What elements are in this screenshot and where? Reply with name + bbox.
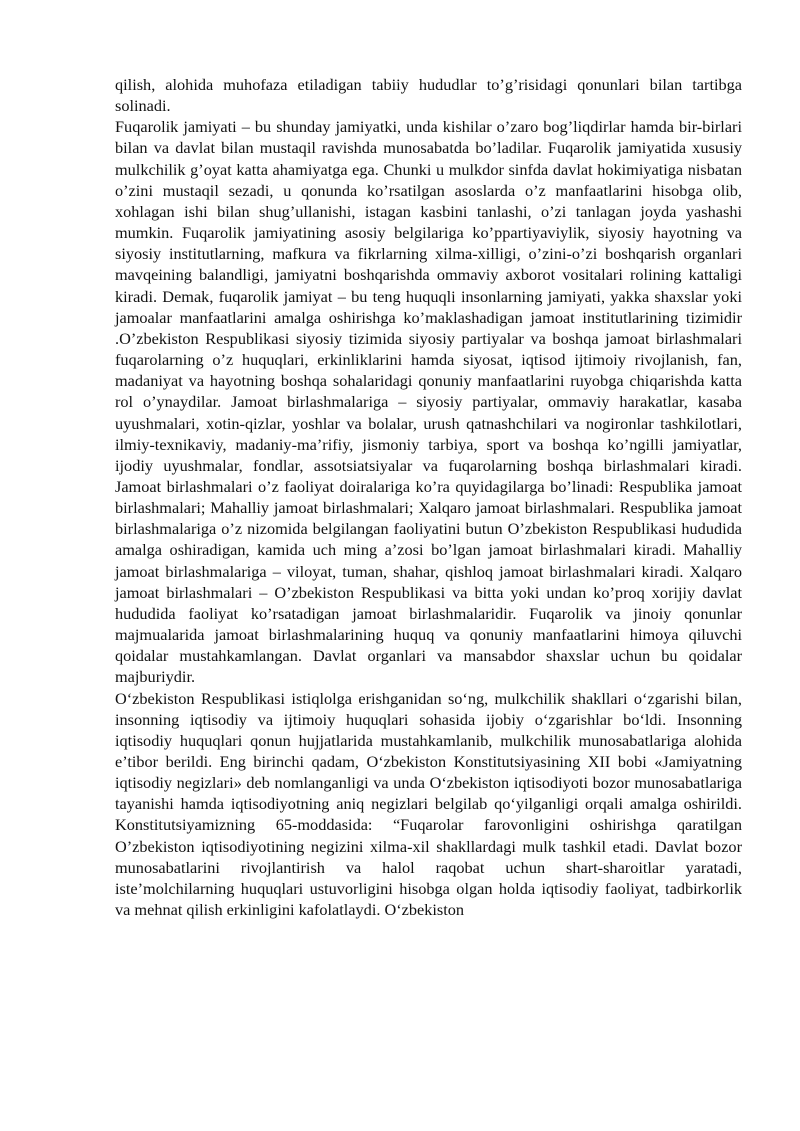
paragraph-civil-society: Fuqarolik jamiyati – bu shunday jamiyatki, unda kishilar o’zaro bog’liqdirlar hamda bir-birlari bilan va davlat bilan mustaqil ravishda munosabatda bo’ladilar. Fuqarolik jamiyatida xususiy mulkchilik g’oyat katta ahamiyatga ega. Chunki u mulkdor sinfda davlat hokimiyatiga nisbatan o’zini mustaqil sezadi, u qonunda ko’rsatilgan asoslarda o’z manfaatlarini hisobga olib, xohlagan ishi bilan shug’ullanishi, istagan kasbini tanlashi, o’zi tanlagan joyda yashashi mumkin. Fuqarolik jamiyatining asosiy belgilariga ko’ppartiyaviylik, siyosiy hayotning va siyosiy institutlarning, mafkura va fikrlarning xilma-xilligi, o’zini-o’zi boshqarish organlari mavqeining balandligi, jamiyatni boshqarishda ommaviy axborot vositalari rolining kattaligi kiradi. Demak, fuqarolik jamiyat – bu teng huquqli insonlarning jamiyati, yakka shaxslar yoki jamoalar manfaatlarini amalga oshirishga ko’maklashadigan jamoat institutlarining tizimidir .O’zbekiston Respublikasi siyosiy tizimida siyosiy partiyalar va boshqa jamoat birlashmalari fuqarolarning o’z huquqlari, erkinliklarini hamda siyosat, iqtisod ijtimoiy rivojlanish, fan, madaniyat va hayotning boshqa sohalaridagi qonuniy manfaatlarini ruyobga chiqarishda katta rol o’ynaydilar. Jamoat birlashmalariga – siyosiy partiyalar, ommaviy harakatlar, kasaba uyushmalari, xotin-qizlar, yoshlar va bolalar, urush qatnashchilari va nogironlar tashkilotlari, ilmiy-texnikaviy, madaniy-ma’rifiy, jismoniy tarbiya, sport va boshqa ko’ngilli jamiyatlar, ijodiy uyushmalar, fondlar, assotsiatsiyalar va fuqarolarning boshqa birlashmalari kiradi. Jamoat birlashmalari o’z faoliyat doiralariga ko’ra quyidagilarga bo’linadi: Respublika jamoat birlashmalari; Mahalliy jamoat birlashmalari; Xalqaro jamoat birlashmalari. Respublika jamoat birlashmalariga o’z nizomida belgilangan faoliyatini butun O’zbekiston Respublikasi hududida amalga oshiradigan, kamida uch ming a’zosi bo’lgan jamoat birlashmalari kiradi. Mahalliy jamoat birlashmalariga – viloyat, tuman, shahar, qishloq jamoat birlashmalari kiradi. Xalqaro jamoat birlashmalari – O’zbekiston Respublikasi va bitta yoki undan ko’proq xorijiy davlat hududida faoliyat ko’rsatadigan jamoat birlashmalaridir. Fuqarolik va jinoiy qonunlar majmualarida jamoat birlashmalarining huquq va qonuniy manfaatlarini himoya qiluvchi qoidalar mustahkamlangan. Davlat organlari va mansabdor shaxslar uchun bu qoidalar majburiydir. xyxy=(115,117,742,687)
paragraph-economic-rights: O‘zbekiston Respublikasi istiqlolga erishganidan so‘ng, mulkchilik shakllari o‘zgarishi bilan, insonning iqtisodiy va ijtimoiy huquqlari sohasida ijobiy o‘zgarishlar bo‘ldi. Insonning iqtisodiy huquqlari qonun hujjatlarida mustahkamlanib, mulkchilik munosabatlariga alohida e’tibor berildi. Eng birinchi qadam, O‘zbekiston Konstitutsiyasining XII bobi «Jamiyatning iqtisodiy negizlari» deb nomlanganligi va unda O‘zbekiston iqtisodiyoti bozor munosabatlariga tayanishi hamda iqtisodiyotning aniq negizlari belgilab qo‘yilganligi orqali amalga oshirildi. Konstitutsiyamizning 65-moddasida: “Fuqarolar farovonligini oshirishga qaratilgan O’zbekiston iqtisodiyotining negizini xilma-xil shakllardagi mulk tashkil etadi. Davlat bozor munosabatlarini rivojlantirish va halol raqobat uchun shart-sharoitlar yaratadi, iste’molchilarning huquqlari ustuvorligini hisobga olgan holda iqtisodiy faoliyat, tadbirkorlik va mehnat qilish erkinligini kafolatlaydi. O‘zbekiston xyxy=(115,688,742,920)
document-page xyxy=(115,74,742,920)
paragraph-continuation: qilish, alohida muhofaza etiladigan tabiiy hududlar to’g’risidagi qonunlari bilan tartibga solinadi. xyxy=(115,75,742,116)
